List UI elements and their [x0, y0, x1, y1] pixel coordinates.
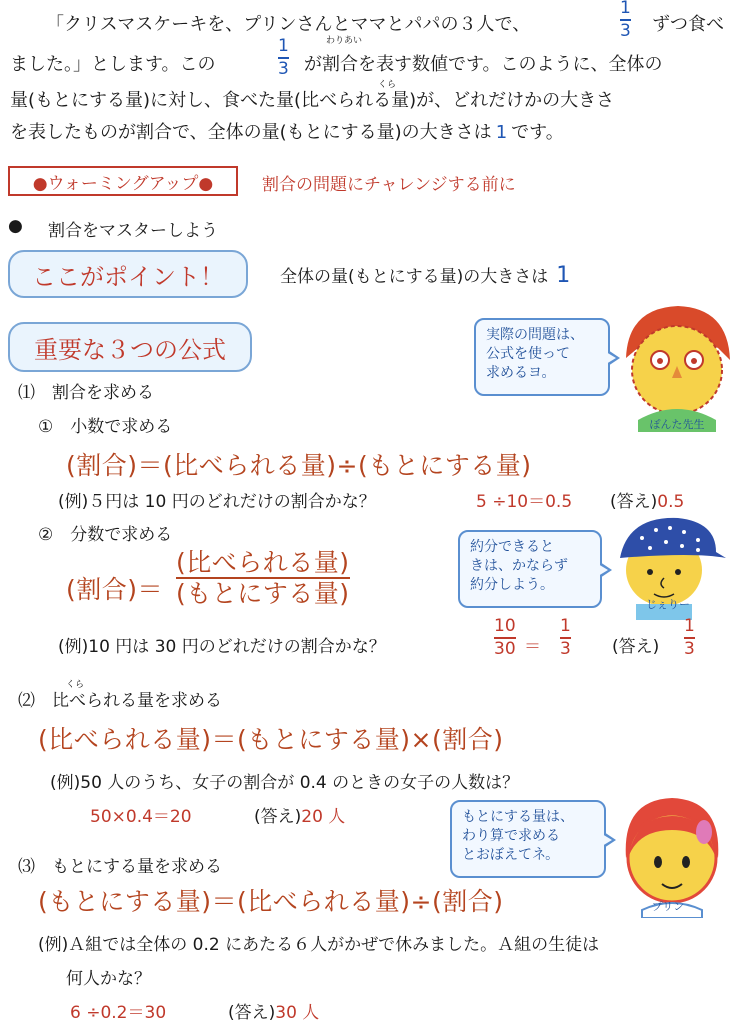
bubble2-line3: 約分しよう。: [470, 577, 554, 593]
s1-example2-frac2: [560, 618, 571, 658]
formula-ratio-fraction-left: (割合)＝: [66, 575, 164, 604]
s1-example2-question: (例)10 円は 30 円のどれだけの割合かな？: [58, 637, 386, 657]
formula-numerator: (比べられる量): [176, 548, 350, 577]
fraction-denominator: 30: [494, 638, 516, 659]
s1-example2-answer-label: (答え): [612, 637, 660, 657]
fraction-numerator: 10: [494, 616, 516, 636]
s2-example-question: (例)50 人のうち、女子の割合が 0.4 のときの女子の人数は？: [50, 773, 520, 793]
s1-example2-answer: [684, 618, 695, 658]
answer-value: 20 人: [301, 807, 346, 827]
point-text-body: 全体の量(もとにする量)の大きさは: [280, 267, 549, 287]
s1-heading: ⑴ 割合を求める: [18, 383, 154, 403]
intro-line4-num: 1: [495, 122, 508, 143]
fraction-denominator: 3: [684, 638, 695, 659]
intro-line2-b: が割合を表す数値です。このように、全体の: [304, 54, 663, 75]
formula-ratio-fraction: [176, 550, 350, 606]
answer-label: (答え): [228, 1003, 276, 1023]
bubble3-line2: わり算で求める: [462, 828, 560, 844]
fraction-numerator: 1: [684, 616, 695, 636]
s3-example-calc: 6 ÷0.2＝30: [70, 1003, 167, 1023]
intro-line1-a: 「クリスマスケーキを、プリンさんとママとパパの３人で、: [46, 14, 531, 35]
bubble3-line3: とおぼえてネ。: [462, 847, 560, 863]
speech-bubble-2: [458, 530, 602, 608]
s2-example-answer: [254, 802, 345, 827]
formula-base-amount: (もとにする量)＝(比べられる量)÷(割合): [38, 887, 504, 916]
ruby-wariai: わりあい: [326, 36, 363, 46]
intro-line1: [46, 10, 530, 36]
s3-heading: ⑶ もとにする量を求める: [18, 857, 222, 877]
intro-line4-b: です。: [511, 122, 564, 143]
answer-label: (答え): [610, 492, 658, 512]
s1-sub1: ① 小数で求める: [38, 417, 173, 437]
intro-line4: [10, 118, 564, 144]
section-bullet: ●: [8, 216, 23, 236]
s1-example2-frac1: [494, 618, 516, 658]
character-name-ponta: ぽんた先生: [649, 418, 705, 431]
intro-line3: 量(もとにする量)に対し、食べた量(比べられる量)が、どれだけかの大きさ: [10, 90, 615, 111]
s1-sub2: ② 分数で求める: [38, 525, 173, 545]
bubble2-line1: 約分できると: [470, 539, 554, 555]
s3-example-answer: [228, 998, 319, 1023]
fraction-numerator: 1: [278, 36, 289, 56]
warmup-label: ●ウォーミングアップ●: [8, 166, 238, 196]
fraction-denominator: 3: [278, 58, 289, 79]
answer-label: (答え): [254, 807, 302, 827]
speech-bubble-1: [474, 318, 610, 396]
bubble2-line2: きは、かならず: [470, 558, 568, 574]
character-name-jerry: じぇりー: [646, 598, 690, 611]
s2-ruby: くら: [66, 680, 85, 690]
point-num: 1: [556, 263, 571, 288]
section-title: 割合をマスターしよう: [48, 221, 218, 241]
bubble3-line1: もとにする量は、: [462, 809, 574, 825]
s3-example-question-line1: (例)Ａ組では全体の 0.2 にあたる６人がかぜで休みました。Ａ組の生徒は: [38, 935, 600, 955]
formula-compared-amount: (比べられる量)＝(もとにする量)×(割合): [38, 725, 504, 754]
fraction-numerator: 1: [560, 616, 571, 636]
s3-example-question-line2: 何人かな？: [66, 969, 151, 989]
formula-denominator: (もとにする量): [176, 579, 350, 608]
fraction-denominator: 3: [560, 638, 571, 659]
s1-example2-equals: ＝: [524, 637, 541, 657]
speech-bubble-3: [450, 800, 606, 878]
s2-example-calc: 50×0.4＝20: [90, 807, 192, 827]
formula-ratio-decimal: (割合)＝(比べられる量)÷(もとにする量): [66, 451, 532, 480]
intro-line4-a: を表したものが割合で、全体の量(もとにする量)の大きさは: [10, 122, 492, 143]
s1-example1-question: (例)５円は 10 円のどれだけの割合かな？: [58, 492, 376, 512]
answer-value: 0.5: [657, 492, 685, 512]
s2-heading: ⑵ 比べられる量を求める: [18, 691, 222, 711]
bubble1-line3: 求めるヨ。: [486, 365, 556, 381]
character-name-purin: プリン: [651, 900, 685, 913]
fraction-numerator: 1: [620, 0, 631, 18]
intro-line1-b: ずつ食べ: [652, 14, 724, 35]
s1-example1-calc: 5 ÷10＝0.5: [476, 492, 573, 512]
intro-fraction-1: [620, 0, 631, 40]
intro-line2-a: ました。」とします。この: [10, 54, 216, 75]
intro-fraction-2: [278, 38, 289, 78]
fraction-denominator: 3: [620, 20, 631, 41]
bubble1-line2: 公式を使って: [486, 346, 570, 362]
formulas-header: 重要な３つの公式: [8, 322, 252, 372]
point-label: ここがポイント！: [8, 250, 248, 298]
ponta-sensei-character-icon: [618, 298, 736, 432]
bubble1-line1: 実際の問題は、: [486, 327, 584, 343]
answer-value: 30 人: [275, 1003, 320, 1023]
ruby-kura: くら: [378, 80, 397, 90]
point-text: [280, 262, 570, 288]
warmup-caption: 割合の問題にチャレンジする前に: [262, 175, 516, 195]
